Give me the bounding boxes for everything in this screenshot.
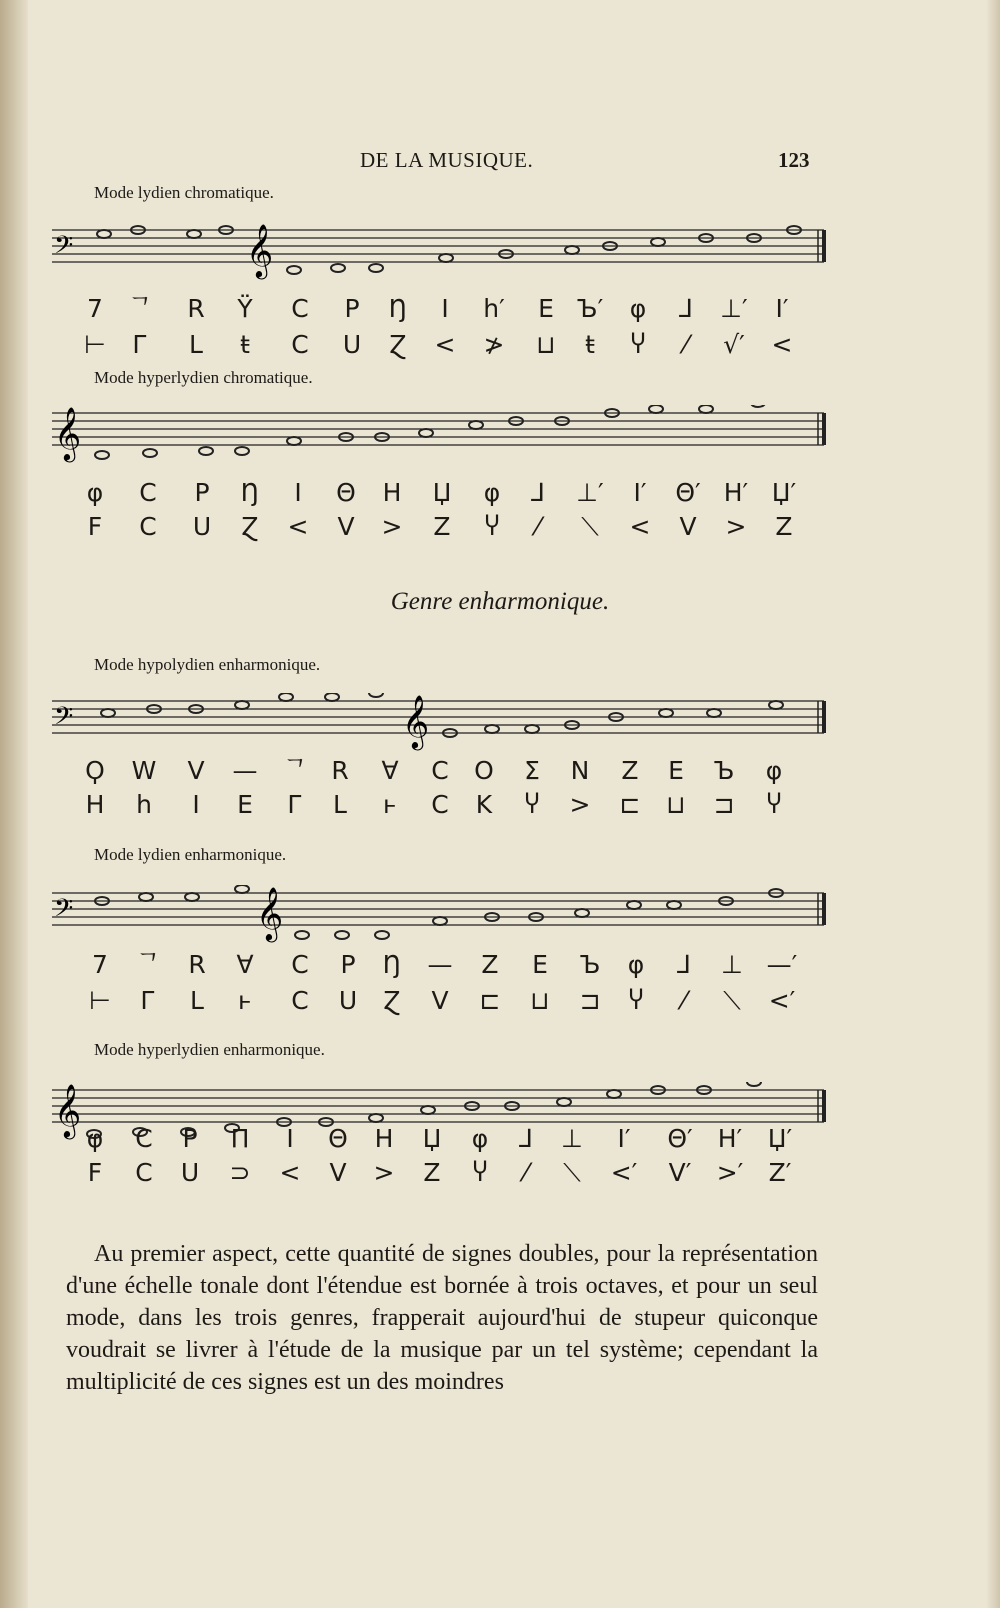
sign: —′ (766, 950, 798, 979)
sign: <′ (768, 986, 796, 1015)
sign: ⅃ (519, 1124, 533, 1153)
sign: C (291, 950, 309, 979)
sign: ⊔ (536, 330, 556, 359)
sign: φ (483, 478, 501, 507)
sign: Џ′ (767, 1124, 793, 1153)
sign: N (570, 756, 590, 785)
sign: R (188, 950, 206, 979)
sign: ⱶ (237, 986, 253, 1015)
sign: ⟍ (563, 1158, 581, 1187)
sign: H′ (717, 1124, 743, 1153)
sign: ⊏ (479, 986, 501, 1015)
notation-row-upper (0, 950, 1000, 980)
sign: √′ (723, 330, 745, 359)
sign: ⊔ (530, 986, 550, 1015)
sign: >′ (716, 1158, 744, 1187)
sign: Џ (422, 1124, 442, 1153)
sign: > (569, 790, 591, 819)
sign: ⊏ (619, 790, 641, 819)
sign: U (342, 330, 362, 359)
staff-notation-treble (46, 405, 832, 465)
svg-text:𝄞: 𝄞 (54, 1083, 82, 1137)
mode-label: Mode hyperlydien chromatique. (94, 368, 313, 387)
sign: φ (86, 478, 104, 507)
sign: Z (621, 756, 639, 785)
sign: > (381, 512, 403, 541)
sign: Θ (336, 478, 356, 507)
sign: Θ′ (667, 1124, 693, 1153)
sign: < (771, 330, 793, 359)
sign: E (538, 294, 554, 323)
mode-label: Mode hyperlydien enharmonique. (94, 1040, 325, 1059)
sign: L (333, 790, 347, 819)
sign: ∀ (381, 756, 399, 785)
sign: U (180, 1158, 200, 1187)
sign: ⅃ (531, 478, 545, 507)
mode-label: Mode hypolydien enharmonique. (94, 655, 321, 674)
sign: Ŋ (382, 950, 402, 979)
sign: H (374, 1124, 394, 1153)
sign: < (434, 330, 456, 359)
sign: V (337, 512, 355, 541)
body-text (66, 1238, 818, 1398)
sign: ⟍ (723, 986, 741, 1015)
sign: ≯ (483, 330, 505, 359)
mode-label: Mode lydien chromatique. (94, 183, 274, 202)
sign: Ъ (579, 950, 601, 979)
sign: C (139, 478, 157, 507)
sign: Ъ (713, 756, 735, 785)
sign: K (475, 790, 493, 819)
sign: E (532, 950, 548, 979)
notation-row-upper (0, 756, 1000, 786)
notation-row-lower (0, 1158, 1000, 1188)
notation-row-lower (0, 790, 1000, 820)
staff-notation-bass-treble (46, 222, 832, 282)
sign: C (139, 512, 157, 541)
notation-row-upper (0, 478, 1000, 508)
sign: ∀ (236, 950, 254, 979)
running-title: DE LA MUSIQUE. (360, 148, 534, 172)
sign: ⱶ (382, 790, 398, 819)
sign: — (427, 950, 453, 979)
sign: U (338, 986, 358, 1015)
svg-text:𝄞: 𝄞 (54, 406, 82, 460)
sign: < (287, 512, 309, 541)
sign: φ (629, 294, 647, 323)
page-number: 123 (778, 148, 810, 172)
sign: F (87, 1158, 103, 1187)
sign: Г (132, 330, 148, 359)
sign: I (192, 790, 200, 819)
sign: 7 (87, 294, 103, 323)
sign: ⊥′ (720, 294, 748, 323)
sign: ⊃ (229, 1158, 251, 1187)
svg-text:𝄢: 𝄢 (54, 894, 74, 929)
sign: ⊥ (721, 950, 743, 979)
sign: h′ (483, 294, 505, 323)
sign: C (291, 986, 309, 1015)
sign: — (232, 756, 258, 785)
sign: ⊥′ (576, 478, 604, 507)
sign: C (291, 330, 309, 359)
sign: I′ (617, 1124, 631, 1153)
sign: I (286, 1124, 294, 1153)
svg-text:𝄞: 𝄞 (402, 694, 430, 748)
sign: E (668, 756, 684, 785)
sign: I′ (775, 294, 789, 323)
sign: O (474, 756, 494, 785)
sign: φ (86, 1124, 104, 1153)
sign: Z (775, 512, 793, 541)
sign: ŧ (240, 330, 250, 359)
sign: ⁄ (535, 512, 541, 541)
sign: ⁄ (523, 1158, 529, 1187)
sign: ⁄ (681, 986, 687, 1015)
sign: Z (481, 950, 499, 979)
sign: ⅃ (679, 294, 693, 323)
sign: Г (140, 986, 156, 1015)
sign: ⊥ (561, 1124, 583, 1153)
music-staff (46, 693, 832, 753)
staff-notation-bass-treble (46, 885, 832, 945)
sign: φ (471, 1124, 489, 1153)
sign: H′ (723, 478, 749, 507)
sign: > (373, 1158, 395, 1187)
notation-row-lower (0, 512, 1000, 542)
sign: ⊢ (84, 330, 106, 359)
sign: φ (765, 756, 783, 785)
sign: I (294, 478, 302, 507)
sign: Ϋ (237, 294, 253, 323)
sign: P (182, 1124, 198, 1153)
sign: Ⴤ (484, 512, 500, 541)
sign: ᄀ (282, 756, 308, 785)
sign: Ϙ (85, 756, 105, 785)
paragraph: Au premier aspect, cette quantité de signes doubles, pour la représentation d'une échelle tonale dont l'étendue est bornée à trois octaves, et pour un seul mode, dans les trois genres, frapperait aujourd'hui de stupeur quiconque voudrait se livrer à l'étude de la musique par un tel système; cependant la multiplicité de ces signes est un des moindres (66, 1241, 818, 1395)
running-header (0, 148, 1000, 178)
sign: E (237, 790, 253, 819)
sign: P (194, 478, 210, 507)
sign: Ⴤ (630, 330, 646, 359)
sign: ⊢ (89, 986, 111, 1015)
sign: h (136, 790, 152, 819)
sign: Ⴤ (524, 790, 540, 819)
sign: V (329, 1158, 347, 1187)
sign: Ъ′ (576, 294, 604, 323)
sign: V (431, 986, 449, 1015)
sign: Ⴤ (766, 790, 782, 819)
music-staff (46, 885, 832, 945)
sign: ŧ (585, 330, 595, 359)
sign: L (190, 986, 204, 1015)
sign: H (382, 478, 402, 507)
sign: Џ′ (771, 478, 797, 507)
sign: Z′ (768, 1158, 792, 1187)
sign: Θ (328, 1124, 348, 1153)
sign: C (431, 756, 449, 785)
svg-text:𝄞: 𝄞 (246, 223, 274, 277)
sign: C (291, 294, 309, 323)
sign: F (87, 512, 103, 541)
sign: Ŋ (388, 294, 408, 323)
sign: P (340, 950, 356, 979)
sign: Џ (432, 478, 452, 507)
sign: I′ (633, 478, 647, 507)
notation-row-upper (0, 294, 1000, 324)
sign: ⅃ (677, 950, 691, 979)
sign: Ɀ (389, 330, 407, 359)
sign: Г (287, 790, 303, 819)
sign: R (331, 756, 349, 785)
staff-notation-bass-treble (46, 693, 832, 753)
notation-row-lower (0, 330, 1000, 360)
sign: V (187, 756, 205, 785)
svg-text:𝄢: 𝄢 (54, 231, 74, 266)
notation-row-lower (0, 986, 1000, 1016)
music-staff (46, 405, 832, 465)
sign: Z (423, 1158, 441, 1187)
sign: ᄀ (127, 294, 153, 323)
sign: ⟍ (581, 512, 599, 541)
sign: φ (627, 950, 645, 979)
sign: ⊔ (666, 790, 686, 819)
sign: ⊐ (713, 790, 735, 819)
sign: P (344, 294, 360, 323)
sign: I (441, 294, 449, 323)
mode-label: Mode lydien enharmonique. (94, 845, 287, 864)
sign: C (135, 1124, 153, 1153)
sign: L (189, 330, 203, 359)
notation-row-upper (0, 1124, 1000, 1154)
sign: V′ (668, 1158, 692, 1187)
sign: ᄀ (135, 950, 161, 979)
sign: < (629, 512, 651, 541)
sign: V (679, 512, 697, 541)
sign: H (85, 790, 105, 819)
sign: Ɀ (383, 986, 401, 1015)
sign: > (725, 512, 747, 541)
sign: C (135, 1158, 153, 1187)
sign: R (187, 294, 205, 323)
sign: 7 (92, 950, 108, 979)
sign: Ⴤ (628, 986, 644, 1015)
sign: Θ′ (675, 478, 701, 507)
sign: Σ (524, 756, 540, 785)
sign: Π (230, 1124, 250, 1153)
sign: Ɀ (241, 512, 259, 541)
sign: < (279, 1158, 301, 1187)
sign: ⊐ (579, 986, 601, 1015)
sign: <′ (610, 1158, 638, 1187)
sign: Ŋ (240, 478, 260, 507)
svg-text:𝄢: 𝄢 (54, 702, 74, 737)
genre-heading: Genre enharmonique. (390, 588, 610, 615)
sign: C (431, 790, 449, 819)
sign: W (131, 756, 157, 785)
sign: U (192, 512, 212, 541)
sign: ⁄ (683, 330, 689, 359)
sign: Z (433, 512, 451, 541)
sign: Ⴤ (472, 1158, 488, 1187)
music-staff (46, 222, 832, 282)
svg-text:𝄞: 𝄞 (256, 886, 284, 940)
